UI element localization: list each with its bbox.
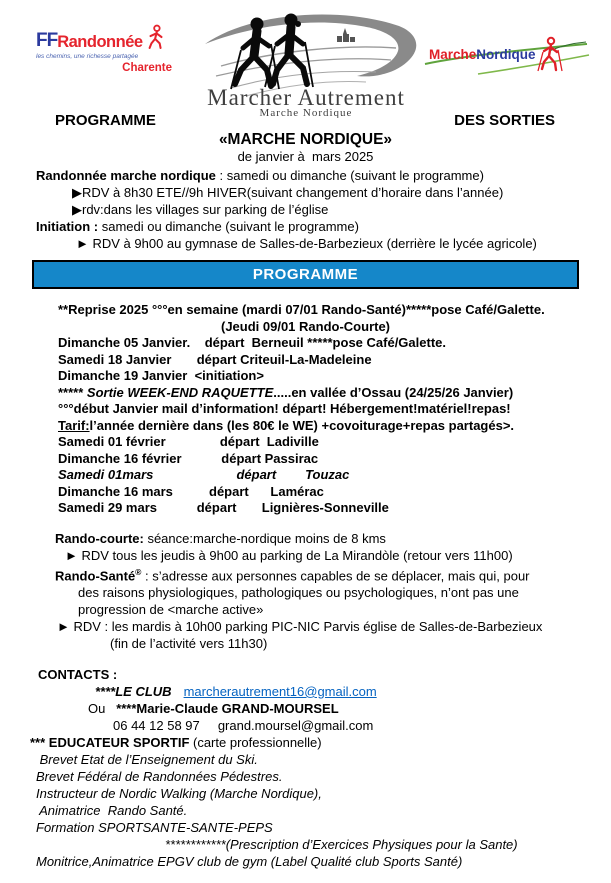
club-contact-line [0, 683, 611, 700]
initiation-rest: samedi ou dimanche (suivant le programme) [98, 219, 359, 234]
qualification-line: Brevet Fédéral de Randonnées Pédestres. [36, 768, 283, 784]
raquette-stars: ***** [58, 384, 87, 400]
rando-nordique-lead: Randonnée marche nordique [36, 168, 216, 183]
program-line: Samedi 01 février départ Ladiville [58, 434, 319, 449]
tarif-lead: Tarif: [58, 417, 90, 433]
rando-nordique-line [0, 167, 611, 184]
marcher-autrement-logo [191, 4, 421, 123]
ffrandonnee-wordmark [36, 24, 186, 52]
person-contact-line [0, 700, 611, 717]
rando-sante-rdv-end-line: (fin de l’activité vers 11h30) [110, 635, 268, 651]
initiation-lead: Initiation : [36, 219, 99, 234]
phone-email-line [0, 717, 611, 734]
contacts-heading: CONTACTS : [38, 666, 118, 682]
educateur-line [0, 734, 611, 751]
phone-number: 06 44 12 58 97 [113, 717, 218, 733]
program-line-tarif [0, 418, 611, 435]
rando-sante-rest1: : s’adresse aux personnes capables de se déplacer, mais qui, pour [141, 567, 530, 583]
program-line-raquette [0, 385, 611, 402]
educateur-rest: (carte professionnelle) [189, 734, 322, 750]
program-section [0, 302, 611, 517]
rando-sante-line [0, 564, 611, 584]
programme-banner-label: PROGRAMME [252, 266, 359, 283]
marche-nordique-wordmark [429, 47, 536, 62]
marche-text: Marche [429, 47, 477, 62]
program-line: Dimanche 05 Janvier. départ Berneuil *****pose Café/Galette. [58, 335, 446, 350]
prescription-line: ************(Prescription d’Exercices Physiques pour la Sante) [165, 836, 518, 852]
rando-courte-line [0, 530, 611, 547]
initiation-rdv-line: ► RDV à 9h00 au gymnase de Salles-de-Barbezieux (derrière le lycée agricole) [76, 236, 537, 251]
period-subtitle: de janvier à mars 2025 [237, 149, 374, 164]
raquette-rest: .....en vallée d’Ossau (24/25/26 Janvier) [273, 384, 514, 400]
ou-text: Ou [88, 700, 117, 716]
raquette-title: Sortie WEEK-END RAQUETTE [86, 384, 274, 400]
marcher-autrement-title: Marcher Autrement [206, 85, 405, 110]
nordique-text: Nordique [476, 47, 536, 62]
qualification-line: Animatrice Rando Santé. [36, 802, 188, 818]
qualification-line: Instructeur de Nordic Walking (Marche Nordique), [36, 785, 322, 801]
rando-courte-rest: séance:marche-nordique moins de 8 kms [143, 530, 386, 546]
program-line: Dimanche 16 février départ Passirac [58, 450, 319, 466]
qualification-line: Formation SPORTSANTE-SANTE-PEPS [36, 819, 273, 835]
program-line-touzac: Samedi 01mars départ Touzac [58, 467, 350, 482]
program-line: Dimanche 19 Janvier <initiation> [58, 368, 264, 383]
club-label: ****LE CLUB [95, 683, 172, 699]
monitrice-line: Monitrice,Animatrice EPGV club de gym (Label Qualité club Sports Santé) [36, 853, 463, 869]
club-email-link[interactable]: marcherautrement16@gmail.com [183, 683, 377, 699]
rando-courte-rdv-line: ► RDV tous les jeudis à 9h00 au parking de La Mirandòle (retour vers 11h00) [65, 547, 513, 563]
qualification-line: Brevet Etat de l’Enseignement du Ski. [36, 751, 258, 767]
village-silhouette [337, 28, 355, 42]
header [0, 0, 611, 118]
program-line: Dimanche 16 mars départ Lamérac [58, 483, 324, 499]
ffrandonnee-name-text: Randonnée [57, 33, 143, 51]
rdv-villages-line: ▶rdv:dans les villages sur parking de l’église [72, 202, 329, 217]
rando-sante-rest2-line: des raisons physiologiques, pathologiques ou psychologiques, n’ont pas une [78, 584, 519, 600]
rdv-summer-winter-line: ▶RDV à 8h30 ETE//9h HIVER(suivant changement d’horaire dans l’année) [72, 185, 504, 200]
program-line: Samedi 29 mars départ Lignières-Sonneville [58, 500, 389, 515]
person-email: grand.moursel@gmail.com [217, 717, 374, 733]
rando-sante-rdv-line: ► RDV : les mardis à 10h00 parking PIC-NIC Parvis église de Salles-de-Barbezieux [57, 618, 543, 634]
ffrandonnee-region: Charente [122, 62, 172, 74]
marcher-autrement-subtitle: Marche Nordique [259, 107, 352, 118]
intro-section [0, 167, 611, 252]
registered-mark: ® [135, 566, 142, 577]
marche-nordique-logo [423, 34, 591, 84]
rando-sante-lead: Rando-Santé [55, 567, 136, 583]
rando-sante-rest3-line: progression de <marche active» [78, 601, 264, 617]
right-title: DES SORTIES [454, 112, 555, 129]
program-line-reprise: **Reprise 2025 °°°en semaine (mardi 07/01 Rando-Santé)*****pose Café/Galette. [58, 302, 545, 317]
program-line-jeudi: (Jeudi 09/01 Rando-Courte) [220, 318, 391, 334]
contacts-section [0, 666, 611, 870]
main-title: «MARCHE NORDIQUE» [218, 131, 393, 148]
program-line-mail-info: °°°début Janvier mail d’information! départ! Hébergement!matériel!repas! [58, 401, 511, 416]
educateur-lead: *** EDUCATEUR SPORTIF [30, 734, 190, 750]
red-walker-icon [145, 24, 167, 50]
rando-courte-lead: Rando-courte: [55, 530, 144, 546]
ffrandonnee-ff-text: FF [36, 30, 58, 51]
ffrandonnee-tagline: les chemins, une richesse partagée [36, 53, 139, 60]
initiation-line [0, 218, 611, 235]
rando-section [0, 530, 611, 652]
red-nordic-walker-icon [538, 38, 562, 71]
person-name: ****Marie-Claude GRAND-MOURSEL [116, 700, 339, 716]
tarif-rest: l’année dernière dans (les 80€ le WE) +covoiturage+repas partagés>. [89, 417, 515, 433]
rando-nordique-rest: : samedi ou dimanche (suivant le programme) [215, 168, 484, 183]
ffrandonnee-logo [36, 24, 186, 74]
program-line: Samedi 18 Janvier départ Criteuil-La-Madeleine [58, 351, 372, 367]
programme-banner [32, 260, 579, 289]
left-title: PROGRAMME [55, 112, 156, 129]
